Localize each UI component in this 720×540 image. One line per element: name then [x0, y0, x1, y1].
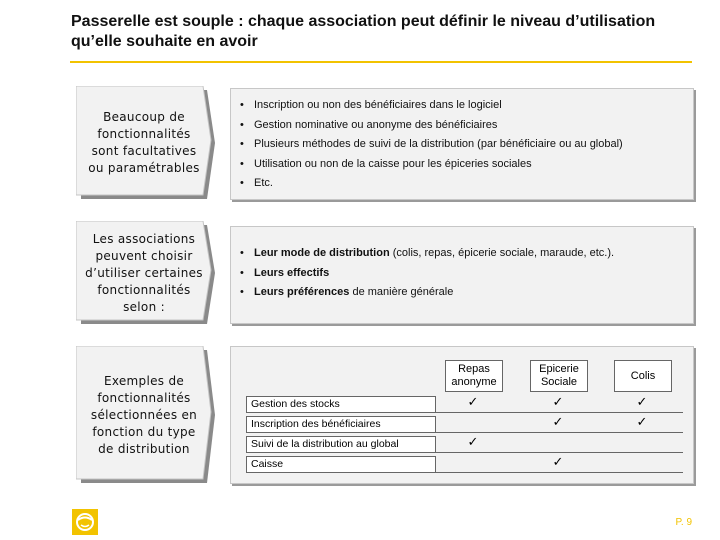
left-box-2-label: Les associations peuvent choisir d’utiliser certaines fonctionnalités selon :: [85, 231, 203, 314]
check-inscription-colis: ✓: [636, 415, 648, 430]
row-label-stocks: Gestion des stocks: [246, 396, 436, 413]
list-item: • Leurs effectifs: [240, 266, 330, 279]
check-inscription-epicerie: ✓: [552, 415, 564, 430]
row-divider: [430, 452, 683, 453]
row-label-caisse: Caisse: [246, 456, 436, 473]
check-stocks-repas: ✓: [467, 395, 479, 410]
row-divider: [430, 432, 683, 433]
list-item: • Leurs préférences de manière générale: [240, 286, 454, 298]
features-panel: [230, 88, 694, 200]
left-box-3: [76, 346, 216, 484]
left-box-3-label: Exemples de fonctionnalités sélectionnées en fonction du type de distribution: [90, 373, 198, 456]
row-label-suivi: Suivi de la distribution au global: [246, 436, 436, 453]
column-header-colis: Colis: [614, 360, 672, 392]
column-header-repas: Repas anonyme: [445, 360, 503, 392]
left-box-2: [76, 221, 216, 325]
page-number: P. 9: [675, 517, 692, 528]
row-divider: [430, 412, 683, 413]
features-list: [240, 96, 623, 194]
logo-icon: [72, 509, 98, 535]
row-label-inscription: Inscription des bénéficiaires: [246, 416, 436, 433]
left-box-1-label: Beaucoup de fonctionnalités sont facultatives ou paramétrables: [88, 110, 200, 175]
check-stocks-colis: ✓: [636, 395, 648, 410]
title-divider: [70, 61, 692, 63]
page-title: Passerelle est souple : chaque association peut définir le niveau d’utilisation qu’elle souhaite en avoir: [71, 13, 656, 50]
list-item: • Leur mode de distribution (colis, repas, épicerie sociale, maraude, etc.).: [240, 247, 615, 259]
check-suivi-repas: ✓: [467, 435, 479, 450]
left-box-1: [76, 86, 216, 200]
list-item: • Plusieurs méthodes de suivi de la distribution (par bénéficiaire ou au global): [240, 138, 623, 150]
row-divider: [430, 472, 683, 473]
check-caisse-epicerie: ✓: [552, 455, 564, 470]
criteria-list: [240, 244, 614, 303]
list-item: • Etc.: [240, 177, 273, 189]
check-stocks-epicerie: ✓: [552, 395, 564, 410]
list-item: • Gestion nominative ou anonyme des bénéficiaires: [240, 118, 498, 131]
list-item: • Inscription ou non des bénéficiaires dans le logiciel: [240, 99, 502, 111]
column-header-epicerie: Epicerie Sociale: [530, 360, 588, 392]
list-item: • Utilisation ou non de la caisse pour les épiceries sociales: [240, 157, 532, 170]
criteria-panel: [230, 226, 694, 324]
